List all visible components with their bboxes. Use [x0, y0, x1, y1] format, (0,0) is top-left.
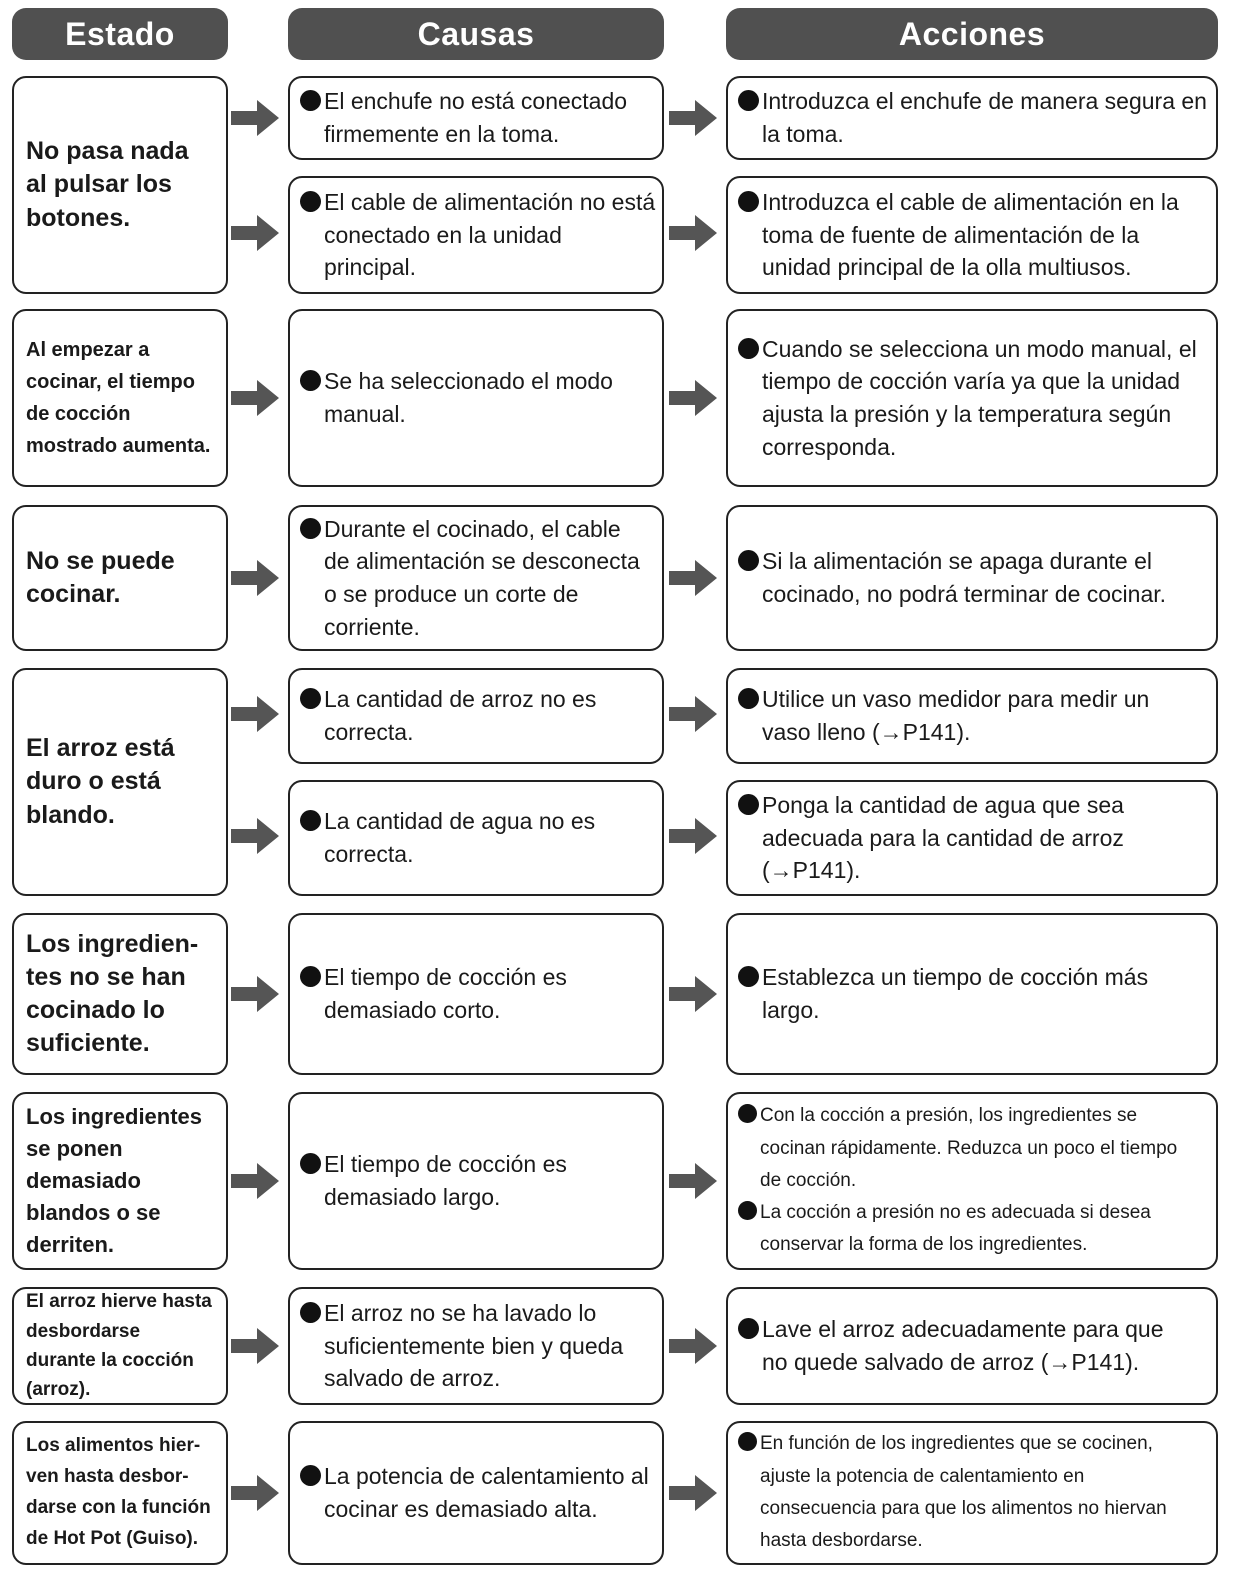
state-text: El arroz hierve hasta desbordarse durante la cocción (arroz). [26, 1291, 212, 1401]
state-text: No pasa nada al pulsar los botones. [26, 137, 189, 232]
bullet-icon [738, 1432, 757, 1451]
arrow-right-icon [231, 560, 279, 596]
state-box [12, 309, 228, 487]
cause-text: La potencia de calentamiento al cocinar es demasiado alta. [324, 1463, 649, 1522]
action-box [726, 1421, 1218, 1565]
arrow-right-icon [231, 1328, 279, 1364]
action-text: Lave el arroz adecuadamente para que no quede salvado de arroz (→P141). [762, 1316, 1164, 1375]
state-box [12, 1092, 228, 1270]
state-text: El arroz está duro o está blando. [26, 734, 175, 829]
bullet-icon [300, 518, 321, 539]
state-text: No se puede cocinar. [26, 546, 175, 608]
arrow-right-icon [231, 100, 279, 136]
bullet-icon [300, 191, 321, 212]
cause-text: La cantidad de agua no es correcta. [324, 808, 596, 867]
state-box [12, 668, 228, 896]
state-text: Al empezar a cocinar, el tiempo de cocción mostrado aumenta. [26, 339, 211, 457]
action-box [726, 668, 1218, 764]
action-box [726, 76, 1218, 160]
cause-text: El enchufe no está conectado firmemente en la toma. [324, 88, 628, 147]
arrow-right-icon [231, 215, 279, 251]
action-box [726, 1092, 1218, 1270]
action-box [726, 176, 1218, 294]
header-causas: Causas [288, 8, 664, 60]
arrow-right-icon [669, 100, 717, 136]
bullet-icon [738, 191, 759, 212]
action-box [726, 913, 1218, 1075]
arrow-right-icon [231, 1475, 279, 1511]
cause-box [288, 1287, 664, 1405]
arrow-right-icon [669, 380, 717, 416]
bullet-icon [738, 688, 759, 709]
action-text: Introduzca el enchufe de manera segura en la toma. [762, 88, 1207, 147]
bullet-icon [738, 338, 759, 359]
bullet-icon [300, 1465, 321, 1486]
cause-box [288, 668, 664, 764]
arrow-right-icon [669, 1328, 717, 1364]
action-text: Ponga la cantidad de agua que sea adecuada para la cantidad de arroz (→P141). [762, 792, 1124, 884]
action-box [726, 780, 1218, 896]
bullet-icon [738, 90, 759, 111]
arrow-right-icon [669, 215, 717, 251]
arrow-right-icon [669, 818, 717, 854]
bullet-icon [738, 1201, 757, 1220]
arrow-right-icon [669, 1163, 717, 1199]
action-text: La cocción a presión no es adecuada si desea conservar la forma de los ingredientes. [760, 1202, 1151, 1256]
cause-box [288, 76, 664, 160]
arrow-right-icon [669, 696, 717, 732]
cause-text: El arroz no se ha lavado lo suficientemente bien y queda salvado de arroz. [324, 1300, 624, 1392]
cause-text: El tiempo de cocción es demasiado largo. [324, 1151, 567, 1210]
bullet-icon [738, 794, 759, 815]
header-estado: Estado [12, 8, 228, 60]
action-text: Utilice un vaso medidor para medir un vaso lleno (→P141). [762, 686, 1150, 745]
state-box [12, 913, 228, 1075]
arrow-right-icon [231, 380, 279, 416]
cause-text: Durante el cocinado, el cable de alimentación se desconecta o se produce un corte de corriente. [324, 515, 640, 640]
action-text: Introduzca el cable de alimentación en la toma de fuente de alimentación de la unidad principal de la olla multiusos. [762, 189, 1179, 281]
action-text: Cuando se selecciona un modo manual, el tiempo de cocción varía ya que la unidad ajusta la presión y la temperatura según corresponda. [762, 335, 1197, 460]
bullet-icon [300, 90, 321, 111]
cause-box [288, 780, 664, 896]
cause-box [288, 913, 664, 1075]
cause-text: Se ha seleccionado el modo manual. [324, 368, 613, 427]
cause-box [288, 309, 664, 487]
action-box [726, 1287, 1218, 1405]
arrow-right-icon [669, 1475, 717, 1511]
cause-box [288, 505, 664, 651]
arrow-right-icon [669, 560, 717, 596]
header-acciones: Acciones [726, 8, 1218, 60]
arrow-right-icon [231, 696, 279, 732]
arrow-right-icon [231, 976, 279, 1012]
cause-text: El cable de alimentación no está conectado en la unidad principal. [324, 189, 656, 281]
bullet-icon [738, 1318, 759, 1339]
state-box [12, 1421, 228, 1565]
cause-text: La cantidad de arroz no es correcta. [324, 686, 597, 745]
bullet-icon [300, 370, 321, 391]
action-text: En función de los ingredientes que se cocinen, ajuste la potencia de calentamiento en consecuencia para que los alimentos no hiervan hasta desbordarse. [760, 1433, 1167, 1552]
cause-box [288, 1421, 664, 1565]
cause-box [288, 176, 664, 294]
bullet-icon [300, 1302, 321, 1323]
action-text: Si la alimentación se apaga durante el cocinado, no podrá terminar de cocinar. [762, 548, 1167, 607]
state-box [12, 505, 228, 651]
bullet-icon [738, 966, 759, 987]
arrow-right-icon [669, 976, 717, 1012]
action-text: Establezca un tiempo de cocción más largo. [762, 964, 1149, 1023]
action-text: Con la cocción a presión, los ingredientes se cocinan rápidamente. Reduzca un poco el tiempo de cocción. [760, 1105, 1178, 1191]
bullet-icon [300, 1153, 321, 1174]
cause-box [288, 1092, 664, 1270]
arrow-right-icon [231, 1163, 279, 1199]
bullet-icon [300, 688, 321, 709]
action-box [726, 505, 1218, 651]
bullet-icon [300, 810, 321, 831]
cause-text: El tiempo de cocción es demasiado corto. [324, 964, 567, 1023]
state-box [12, 1287, 228, 1405]
bullet-icon [300, 966, 321, 987]
bullet-icon [738, 550, 759, 571]
action-box [726, 309, 1218, 487]
bullet-icon [738, 1104, 757, 1123]
arrow-right-icon [231, 818, 279, 854]
state-text: Los ingredien-tes no se han cocinado lo suficiente. [26, 929, 199, 1058]
state-box [12, 76, 228, 294]
state-text: Los alimentos hier-ven hasta desbor-darse con la función de Hot Pot (Guiso). [26, 1435, 211, 1549]
state-text: Los ingredientes se ponen demasiado blandos o se derriten. [26, 1104, 203, 1257]
